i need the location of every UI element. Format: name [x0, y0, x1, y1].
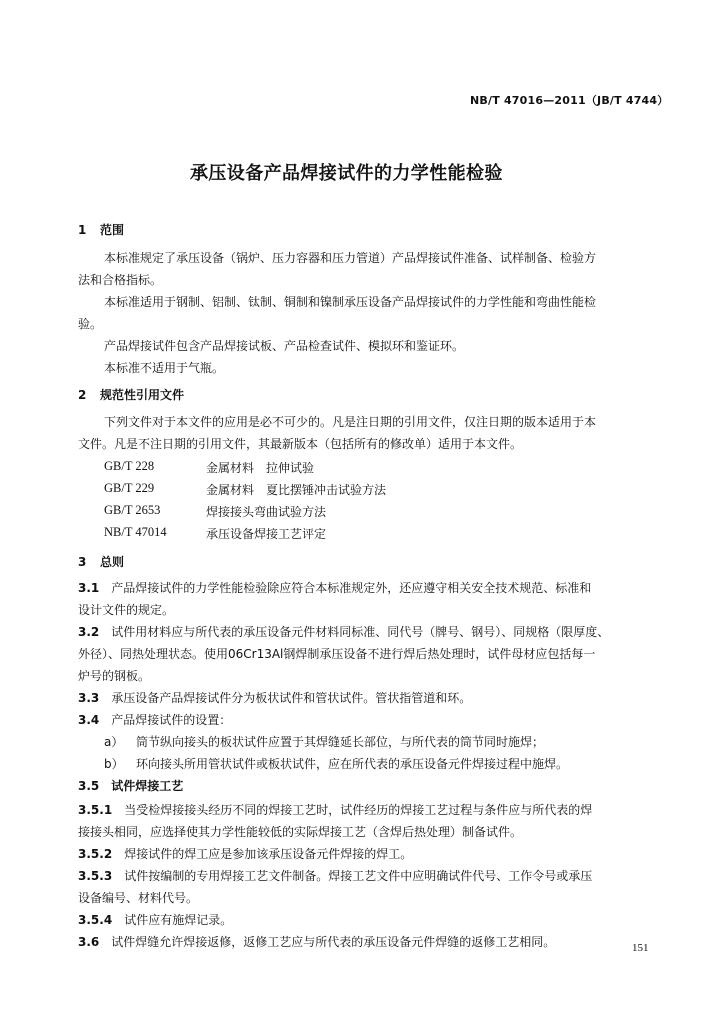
paragraph-line: 本标准适用于钢制、铝制、钛制、铜制和镍制承压设备产品焊接试件的力学性能和弯曲性能检	[104, 295, 597, 309]
clause-number: 3.4	[78, 713, 100, 727]
paragraph-line: 本标准规定了承压设备（锅炉、压力容器和压力管道）产品焊接试件准备、试样制备、检验方	[104, 251, 597, 265]
clause-number: 3.3	[78, 691, 100, 705]
reference-code: NB/T 47014	[104, 525, 167, 539]
reference-code: GB/T 2653	[104, 503, 161, 517]
clause-text: 承压设备产品焊接试件分为板状试件和管状试件。管状指管道和环。	[111, 691, 472, 705]
paragraph-line: 文件。凡是不注日期的引用文件，其最新版本（包括所有的修改单）适用于本文件。	[78, 437, 523, 451]
reference-title: 金属材料 拉伸试验	[206, 461, 315, 475]
section-heading-3	[78, 553, 124, 570]
clause-text: 试件焊缝允许焊接返修，返修工艺应与所代表的承压设备元件焊缝的返修工艺相同。	[111, 935, 556, 949]
section-heading-2	[78, 386, 184, 403]
clause-3-3	[78, 687, 471, 709]
list-text: 环向接头所用管状试件或板状试件，应在所代表的承压设备元件焊接过程中施焊。	[136, 757, 569, 771]
clause-3-5-2	[78, 843, 412, 865]
paragraph-line: 外径）、同热处理状态。使用06Cr13Al钢焊制承压设备不进行焊后热处理时，试件母材应包括每一	[78, 647, 596, 661]
clause-number: 3.5	[78, 779, 100, 793]
clause-title: 试件焊接工艺	[111, 779, 184, 793]
clause-text: 产品焊接试件的设置：	[111, 713, 232, 727]
page-number: 151	[632, 942, 649, 954]
list-text: 筒节纵向接头的板状试件应置于其焊缝延长部位，与所代表的筒节同时施焊；	[136, 735, 545, 749]
standard-code: NB/T 47016—2011（JB/T 4744）	[470, 94, 669, 107]
section-number: 1	[78, 223, 87, 237]
section-title: 总则	[100, 555, 125, 569]
clause-text: 产品焊接试件的力学性能检验除应符合本标准规定外，还应遵守相关安全技术规范、标准和	[111, 581, 592, 595]
section-number: 2	[78, 388, 87, 402]
clause-text: 试件用材料应与所代表的承压设备元件材料同标准、同代号（牌号、钢号）、同规格（限厚度、	[111, 625, 610, 639]
clause-3-5-4	[78, 909, 232, 931]
clause-text: 当受检焊接接头经历不同的焊接工艺时，试件经历的焊接工艺过程与条件应与所代表的焊	[124, 803, 593, 817]
section-number: 3	[78, 555, 87, 569]
paragraph-line: 本标准不适用于气瓶。	[104, 361, 225, 375]
paragraph-line: 接接头相同，应选择使其力学性能较低的实际焊接工艺（含焊后热处理）制备试件。	[78, 825, 523, 839]
paragraph-line: 设计文件的规定。	[78, 603, 175, 617]
clause-text: 试件按编制的专用焊接工艺文件制备。焊接工艺文件中应明确试件代号、工作令号或承压	[124, 869, 593, 883]
paragraph-line: 下列文件对于本文件的应用是必不可少的。凡是注日期的引用文件，仅注日期的版本适用于本	[104, 415, 597, 429]
list-item-b	[104, 753, 568, 775]
clause-3-6	[78, 931, 555, 953]
list-marker: a）	[104, 735, 124, 749]
clause-number: 3.5.4	[78, 913, 113, 927]
paragraph-line: 法和合格指标。	[78, 273, 163, 287]
reference-code: GB/T 229	[104, 481, 155, 495]
clause-number: 3.5.3	[78, 869, 113, 883]
clause-3-5-heading	[78, 777, 183, 794]
paragraph-line: 产品焊接试件包含产品焊接试板、产品检查试件、模拟环和鉴证环。	[104, 339, 465, 353]
clause-number: 3.6	[78, 935, 100, 949]
list-marker: b）	[104, 757, 124, 771]
clause-number: 3.1	[78, 581, 100, 595]
section-title: 规范性引用文件	[100, 388, 185, 402]
paragraph-line: 炉号的钢板。	[78, 669, 151, 683]
reference-title: 焊接接头弯曲试验方法	[206, 505, 327, 519]
clause-3-5-1	[78, 799, 592, 821]
paragraph-line: 设备编号、材料代号。	[78, 891, 199, 905]
clause-text: 焊接试件的焊工应是参加该承压设备元件焊接的焊工。	[124, 847, 413, 861]
clause-3-1	[78, 577, 591, 599]
document-title: 承压设备产品焊接试件的力学性能检验	[190, 163, 503, 184]
reference-title: 承压设备焊接工艺评定	[206, 527, 327, 541]
section-title: 范围	[100, 223, 125, 237]
paragraph-line: 验。	[78, 317, 103, 331]
clause-3-2	[78, 621, 609, 643]
clause-number: 3.2	[78, 625, 100, 639]
clause-3-4	[78, 709, 231, 731]
clause-number: 3.5.2	[78, 847, 113, 861]
list-item-a	[104, 731, 544, 753]
clause-number: 3.5.1	[78, 803, 113, 817]
section-heading-1	[78, 221, 124, 238]
clause-3-5-3	[78, 865, 592, 887]
reference-title: 金属材料 夏比摆锤冲击试验方法	[206, 483, 387, 497]
reference-code: GB/T 228	[104, 459, 155, 473]
clause-text: 试件应有施焊记录。	[124, 913, 233, 927]
